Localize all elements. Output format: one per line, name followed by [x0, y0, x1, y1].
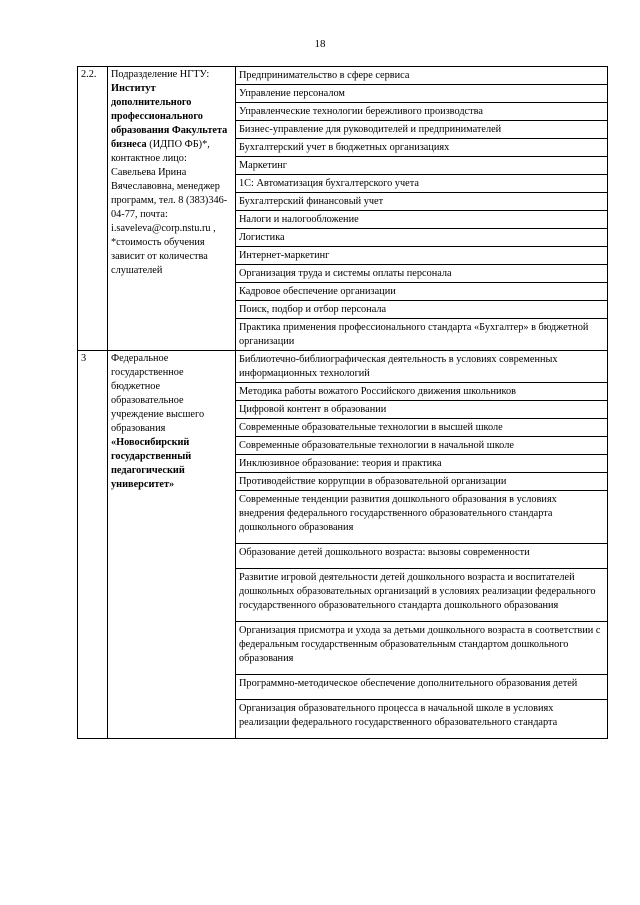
programs-cell — [236, 351, 608, 739]
programs-table — [77, 66, 608, 739]
program-item: Библиотечно-библиографическая деятельность в условиях современных информационных технологий — [236, 351, 607, 383]
program-item: Организация труда и системы оплаты персонала — [236, 265, 607, 283]
program-item: Налоги и налогообложение — [236, 211, 607, 229]
page-number: 18 — [314, 38, 326, 50]
program-item: Бухгалтерский финансовый учет — [236, 193, 607, 211]
row-number: 2.2. — [78, 67, 108, 351]
program-item: Современные тенденции развития дошкольного образования в условиях внедрения федерального государственного образовательного стандарта дошкольного образования — [236, 491, 607, 544]
program-item: Современные образовательные технологии в начальной школе — [236, 437, 607, 455]
program-item: Интернет-маркетинг — [236, 247, 607, 265]
program-item: Логистика — [236, 229, 607, 247]
program-item: Программно-методическое обеспечение дополнительного образования детей — [236, 675, 607, 700]
program-item: Инклюзивное образование: теория и практика — [236, 455, 607, 473]
programs-cell — [236, 67, 608, 351]
table-row — [78, 351, 608, 739]
org-prefix: Подразделение НГТУ: — [111, 69, 210, 80]
program-item: Бизнес-управление для руководителей и предпринимателей — [236, 121, 607, 139]
program-item: Цифровой контент в образовании — [236, 401, 607, 419]
table-row — [78, 67, 608, 351]
program-item: Практика применения профессионального стандарта «Бухгалтер» в бюджетной организации — [239, 322, 589, 347]
program-item: Бухгалтерский учет в бюджетных организациях — [236, 139, 607, 157]
program-item: Предпринимательство в сфере сервиса — [236, 67, 607, 85]
org-prefix: Федеральное государственное бюджетное образовательное учреждение высшего образования — [111, 353, 205, 434]
org-name: «Новосибирский государственный педагогический университет» — [111, 437, 192, 490]
program-item: Образование детей дошкольного возраста: вызовы современности — [236, 544, 607, 569]
program-item: Управленческие технологии бережливого производства — [236, 103, 607, 121]
organization-cell — [108, 67, 236, 351]
program-item: Методика работы вожатого Российского движения школьников — [236, 383, 607, 401]
program-item: Кадровое обеспечение организации — [236, 283, 607, 301]
org-name: Институт дополнительного профессионального образования Факультета бизнеса — [111, 83, 228, 150]
program-item: 1С: Автоматизация бухгалтерского учета — [236, 175, 607, 193]
program-item: Организация присмотра и ухода за детьми дошкольного возраста в соответствии с федеральным государственным образовательным стандартом дошкольного образования — [236, 622, 607, 675]
program-item: Современные образовательные технологии в высшей школе — [236, 419, 607, 437]
org-details: (ИДПО ФБ)*, контактное лицо: Савельева Ирина Вячеславовна, менеджер программ, тел. 8 (383)346-04-77, почта: i.saveleva@corp.nstu.ru , *стоимость обучения зависит от количества слушателей — [111, 139, 228, 276]
program-item: Развитие игровой деятельности детей дошкольного возраста и воспитателей дошкольных образовательных организаций в условиях реализации федерального государственного образовательного стандарта дошкольного образования — [236, 569, 607, 622]
program-item: Противодействие коррупции в образовательной организации — [236, 473, 607, 491]
program-item: Управление персоналом — [236, 85, 607, 103]
program-item: Маркетинг — [236, 157, 607, 175]
organization-cell — [108, 351, 236, 739]
program-item: Организация образовательного процесса в начальной школе в условиях реализации федерального государственного образовательного стандарта — [239, 703, 558, 728]
row-number: 3 — [78, 351, 108, 739]
program-item: Поиск, подбор и отбор персонала — [236, 301, 607, 319]
